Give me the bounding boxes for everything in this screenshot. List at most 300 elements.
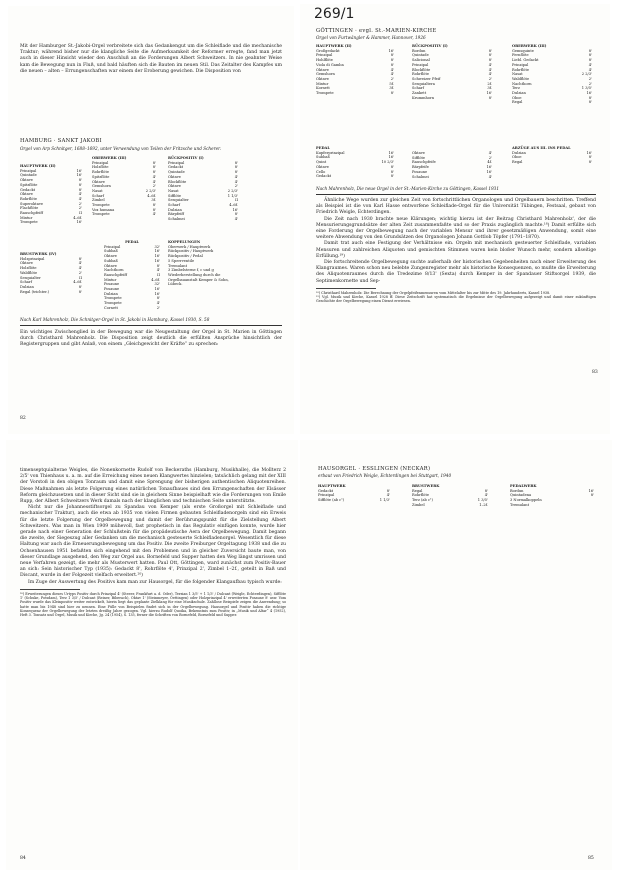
hw-column: [318, 484, 390, 503]
stop-row: [316, 91, 394, 96]
stop-name: Oktave: [316, 67, 329, 72]
stop-name: Zimbel: [92, 198, 105, 203]
stop-footage: 4': [588, 67, 592, 72]
handwritten-number: 269/1: [314, 6, 355, 22]
footnote-rule: [316, 288, 376, 289]
stop-name: Prinzipal: [412, 62, 429, 67]
page-84: [6, 440, 298, 870]
stop-name: Bärpfeife: [412, 165, 429, 170]
stop-name: Trompete: [92, 212, 110, 217]
stop-footage: 1 1/3': [227, 193, 238, 198]
stop-name: Schweizer Pfeif: [412, 76, 441, 81]
stop-name: Quintade: [20, 173, 37, 178]
stop-footage: 16': [154, 291, 160, 296]
stop-name: Cornett: [104, 305, 118, 310]
stop-name: Subbaß: [104, 258, 118, 263]
stop-footage: 2': [588, 76, 592, 81]
stop-name: Rückpositiv / Pedal: [168, 254, 203, 259]
stop-footage: 4': [78, 266, 82, 271]
stop-footage: 8': [390, 58, 394, 63]
stop-footage: 16': [388, 48, 394, 53]
stop-footage: 4–6f.: [151, 277, 160, 282]
stop-name: Gedackt: [20, 187, 36, 192]
stop-name: Oktave: [316, 76, 329, 81]
stop-footage: 8': [78, 289, 82, 294]
stop-footage: 32': [154, 282, 160, 287]
stop-name: Oktave: [168, 184, 181, 189]
footnote-19: ¹⁹) Vgl. Musik und Kirche, Kassel 1928 ff. Diese Zeitschrift hat systematisch die Ergebnisse der Orgelbewegung aufgezeigt und damit einer zukünftigen Geschichte der Orgelbewegung einen Dienst erwiesen.: [316, 295, 596, 304]
stop-name: Mixtur: [316, 81, 329, 86]
stop-footage: 16': [486, 91, 492, 96]
ped-title: PEDALWERK: [510, 484, 537, 488]
stop-footage: 8': [152, 170, 156, 175]
stop-footage: 16': [76, 173, 82, 178]
stop-row: [412, 503, 488, 508]
stop-name: Krummhorn: [412, 95, 435, 100]
footnote-rule: [20, 589, 80, 590]
outro-paragraph: Ein wichtiges Zwischenglied in der Bewegung war die Neugestaltung der Orgel in St. Marien in Göttingen durch Christhard Mahrenholz. Die Disposition zeigt deutlich die erfüllten Ansprüche hinsichtlich der Registergruppen und gibt Anlaß, von einem „Gleichgewicht der Kräfte“ zu sprechen:: [20, 330, 282, 348]
stop-name: Prinzipal: [316, 53, 333, 58]
stop-footage: 4': [152, 179, 156, 184]
stop-footage: II: [235, 198, 238, 203]
stop-name: Scharf: [412, 86, 424, 91]
stop-name: Rauschpfeiff: [104, 272, 127, 277]
paragraph-4: Die fortschreitende Orgelbewegung suchte außerhalb der historischen Gegebenheiten nach einer Erweiterung des Klangraumes. Waren schon neu belebte Zungenregister mehr als historische Konsequenzen, so mußte die Erweiterung des Aliquotenraumes durch die Tredezime 8/13' (Sexta) durch Kemper in der Spandauer Stiftsorgel 1939, die Septimenkornette und Sep-: [316, 260, 596, 284]
stop-name: Trompete: [20, 220, 38, 225]
divider: [316, 194, 596, 195]
stop-row: [412, 175, 492, 180]
ow-column: [92, 156, 156, 217]
stop-footage: 5f.: [389, 81, 394, 86]
stop-footage: 4': [488, 151, 492, 155]
stop-footage: 8': [234, 170, 238, 175]
stop-name: Tremulant: [510, 502, 530, 507]
rp-title: RÜCKPOSITIV (I): [412, 44, 448, 48]
stop-footage: 8': [78, 178, 82, 183]
stop-footage: 2 2/3': [581, 72, 592, 77]
stop-row: [412, 96, 492, 101]
stop-footage: 16': [76, 220, 82, 225]
stop-name: Posaune: [412, 169, 428, 174]
paragraph-3: Damit trat auch eine Festigung der Verhältnisse ein. Orgeln mit mechanisch gesteuerter Schleiflade, variablen Mensuren und zahlreichen Aliquoten und gemischten Stimmen waren kein bloßer Wunsch mehr, sondern allseitige Erfüllung.¹⁹): [316, 241, 596, 259]
stop-footage: 4': [152, 174, 156, 179]
subheading-esslingen: erbaut von Friedrich Weigle, Echterdingen bei Stuttgart, 1940: [318, 473, 452, 478]
stop-name: Prinzipal: [168, 160, 185, 165]
stop-name: Flachflöte: [20, 206, 39, 211]
stop-name: Sifflöte: [412, 155, 426, 160]
stop-footage: 4–6f.: [147, 193, 156, 198]
stop-footage: 2': [234, 184, 238, 189]
ped-column: [316, 146, 394, 179]
stop-footage: 2': [78, 270, 82, 275]
stop-name: Bärpfeiff: [168, 212, 184, 217]
stop-name: Oktave: [316, 164, 329, 169]
stop-name: Quintade: [412, 53, 429, 58]
stop-row: [168, 273, 238, 287]
stop-name: Trompete: [316, 91, 334, 96]
stop-name: Waldflöte: [20, 270, 38, 275]
stop-name: Spitzflöte: [20, 182, 38, 187]
stop-name: Oktave: [412, 151, 425, 155]
stop-row: [510, 503, 594, 508]
page-82: [8, 6, 294, 434]
kop-title: KOPPELUNGEN: [168, 240, 201, 244]
stop-name: Rohrflöte: [92, 170, 110, 175]
stop-name: Mixtur: [20, 215, 33, 220]
stop-name: Tremulant: [168, 263, 188, 268]
stop-name: Fernflöte: [512, 53, 529, 58]
stop-row: [316, 174, 394, 179]
stop-footage: 4': [78, 261, 82, 266]
stop-footage: 4': [488, 174, 492, 179]
ped-title: PEDAL: [316, 146, 330, 150]
stop-name: Rohrflöte: [412, 72, 430, 77]
stop-name: Gemshorn: [92, 184, 111, 189]
stop-footage: 3f.: [487, 86, 492, 91]
stop-name: 3 Normalkoppeln: [510, 498, 542, 503]
stop-name: Liebl. Gedackt: [512, 58, 539, 63]
stop-name: Vox humana: [92, 207, 115, 212]
bw-column: [20, 252, 82, 294]
subheading-hamburg: Orgel von Arp Schnitger, 1688–1692, unter Verwendung von Teilen der Fritzsche und Scherer.: [20, 146, 221, 151]
footnote-18: ¹⁸) Christhard Mahrenholz: Die Berechnung der Orgelpfeifenmensuren vom Mittelalter bis zur Mitte des 19. Jahrhunderts, Kassel 1938.: [316, 290, 551, 295]
stop-footage: 8': [234, 212, 238, 217]
stop-footage: 2': [588, 81, 592, 86]
stop-name: Gedackt: [316, 174, 332, 179]
stop-name: Posaune: [104, 287, 120, 292]
stop-name: Spitzflöte: [92, 174, 110, 179]
stop-name: Nasat: [92, 188, 103, 193]
stop-footage: 4': [234, 217, 238, 222]
hw-column: [316, 44, 394, 96]
stop-name: Großgedackt: [316, 48, 340, 53]
ped-column: [510, 484, 594, 508]
stop-footage: 8': [390, 169, 394, 174]
stop-footage: 8': [588, 53, 592, 58]
stop-footage: 3f.: [389, 86, 394, 91]
stop-name: Dulzian: [168, 207, 182, 212]
stop-name: Viola di Gamba: [316, 62, 344, 67]
stop-footage: 8': [78, 187, 82, 192]
stop-name: Scharf: [92, 193, 104, 198]
stop-name: Gedackt: [318, 488, 334, 493]
stop-row: [512, 100, 592, 105]
stop-footage: 16': [154, 249, 160, 254]
page-number: 84: [20, 856, 26, 861]
stop-name: Prinzipal: [20, 168, 37, 173]
stop-footage: 2': [156, 305, 160, 310]
heading-hamburg: HAMBURG · SANKT JAKOBI: [20, 138, 102, 144]
stop-footage: 8': [488, 95, 492, 100]
footnote-20: ²⁰) Erweiterungen dieses Urtyps Positiv durch Prinzipal 4' (Steeer, Frankfurt a. d. Oder), Terzian 1 3/5' + 1 1/3' / Dulcant (Weigle, Echterdingen), Sifflöte 1' (Schuke, Potsdam), Terz 1 3/5' / Dulcant (Reiner, Biberach), Oktav 1' (Steinmeyer, Oettingen) oder Holzprinzipal 4' erweiterten Posaune 8' usw. Vom Positiv wurde das Kleinpositiv weiter entwickelt, hierin liegt das geplante Zielklang für eine Musikschule. Zahllose Beispiele zeigen die Anwendung; so hatte man bis 1948 sind hier zu nennen. Eine Fülle von Beispielen findet sich in der Orgelbewegung. Hausorgel und Positiv haben die richtige Konsequenz der Orgelbewegung der letzten dreißig Jahre gezogen. Vgl. hierzu Rudolf Quoika, Bekenntnis zum Positiv, in „Musik und Altar“ 4 (1952), Heft 3. Tonsatz und Orgel, Musik und Kirche, Jg. 24 (1954), S. 135, ferner die Schriften von Bornefeld, Bornefeld und Supper.: [20, 591, 286, 618]
hw-column: [20, 164, 82, 225]
stop-name: Regal: [512, 160, 523, 165]
ped-title: PEDAL: [125, 240, 139, 244]
stop-footage: 16': [588, 488, 594, 493]
stop-name: Gemshorn: [316, 72, 335, 77]
stop-name: Nasat: [168, 188, 179, 193]
stop-footage: 16': [76, 168, 82, 173]
stop-name: Nachthorn: [512, 81, 532, 86]
stop-name: Nachthorn: [104, 268, 124, 273]
stop-footage: 8': [234, 165, 238, 170]
stop-footage: 16': [388, 150, 394, 155]
stop-footage: 8': [78, 284, 82, 289]
stop-footage: 2': [152, 184, 156, 189]
stop-footage: 8': [152, 203, 156, 208]
stop-footage: 16': [154, 254, 160, 259]
stop-footage: 4': [488, 62, 492, 67]
stop-name: Oktave: [104, 263, 117, 268]
paragraph-1: Ähnliche Wege wurden zur gleichen Zeit von fortschrittlichen Organologen und Orgelbauern beschritten. Treffend als Beispiel ist die von Karl Hasse entworfene Schleiflade-Orgel für die Universität Tübingen, Festsaal, gebaut von Friedrich Weigle, Echterdingen.: [316, 198, 596, 216]
stop-name: 5 Sperrventile: [168, 258, 195, 263]
stop-footage: 32': [154, 244, 160, 249]
page-85: [300, 440, 612, 870]
stop-name: Wiederherstellung durch die Orgelbauanstalt Kemper & Sohn, Lübeck.: [168, 272, 229, 287]
stop-name: Oboe: [512, 155, 522, 160]
stop-footage: 4': [156, 301, 160, 306]
divider: [20, 325, 282, 326]
stop-name: Oktave: [20, 192, 33, 197]
rp-column: [168, 156, 238, 222]
stop-name: Rohrflöte: [20, 196, 38, 201]
paragraph-2: Die Zeit nach 1930 brachte neue Klärungen; wichtig hierzu ist der Beitrag Christhard Mahrenholz', der die Mensurierungsgrundsätze der alten Zeit zusammenfaßte und so der Praxis zugänglich machte.¹⁸) Damit erfüllte sich eine Forderung der Orgelbewegung nach der variablen Mensur und ihrer gesetzmäßigen Anwendung, somit eine weitere Abwendung von den Grundsätzen des Organologen Johann Gottlob Töpfer (1791–1870).: [316, 216, 596, 241]
stop-name: Dulzian: [104, 291, 118, 296]
stop-footage: 2': [390, 76, 394, 81]
stop-footage: 1–2f.: [479, 502, 488, 507]
stop-name: Oktave: [104, 254, 117, 259]
stop-name: Prinzipal: [512, 62, 529, 67]
stop-row: [20, 290, 82, 295]
stop-footage: 4': [390, 72, 394, 77]
intro-paragraph: Mit der Hamburger St.-Jakobi-Orgel verbreitete sich das Gedankengut um die Schleiflade und die mechanische Traktur; während bisher nur die klangliche Seite die Aufmerksamkeit der Reformer erregte, fand man jetzt auch in dieser Hinsicht wieder den Anschluß an die Forderungen Albert Schweitzers. In nie geahnter Weise kam die Bewegung nun in Fluß, und bald häuften sich die Bauten im neuen Stil. Das Zeitalter des Kampfes um die neuen – alten – Errungenschaften war einem der Eroberung gewichen. Die Disposition von: [20, 44, 282, 74]
stop-footage: 2': [78, 201, 82, 206]
stop-name: Bordun: [510, 488, 524, 493]
stop-footage: 2f.: [487, 81, 492, 86]
stop-footage: 1 3/5': [581, 86, 592, 91]
stop-footage: 16': [154, 258, 160, 263]
paragraph-3: Im Zuge der Auswertung des Positivs kam man zur Hausorgel, für die folgender Klangaufbau typisch wurde:: [28, 579, 282, 585]
stop-name: Subbaß: [104, 249, 118, 254]
stop-name: Nasat: [512, 72, 523, 77]
stop-name: Sesquialter: [20, 275, 41, 280]
stop-footage: 8': [488, 48, 492, 53]
stop-footage: 4': [152, 212, 156, 217]
stop-footage: 4': [78, 192, 82, 197]
stop-name: Rohrflöte: [512, 67, 530, 72]
stop-name: Kornett: [316, 86, 330, 91]
stop-name: Oktave: [92, 179, 105, 184]
stop-footage: 4': [156, 268, 160, 273]
hw-title: HAUPTWERK: [318, 484, 346, 488]
page-83: [300, 4, 610, 434]
stop-name: Dulzian: [512, 150, 526, 155]
stop-name: Blockflöte: [168, 179, 187, 184]
stop-name: Scharf: [20, 280, 32, 285]
ped-column: [104, 240, 160, 311]
page-number: 83: [592, 370, 598, 375]
stop-footage: 8': [152, 165, 156, 170]
stop-name: Hohlflöte: [316, 58, 333, 63]
stop-footage: 4': [78, 196, 82, 201]
paragraph-1: timenseptquialterae Weigles, die Nonenkornette Rudolf von Beckeraths (Hamburg, Musikhalle), die Mollterz 2 2/5' von Thienhaus u. a. m. auf die Erreichung eines neuen Klangwertes hinzielen; tatsächlich gelang mit der XIII der Vorstoß in den obigen Tonraum und damit eine Sprengung der bisherigen authentischen Aliquotenreihen. Diese Maßnahmen als letzte Folgerung eines natürlichen Tonaufbaues sind den Errungenschaften der Elsässer Reform gleichzusetzen und in dieser Sicht sind sie in gleichem Sinne beispielhaft wie die Forderungen von Emile Rupp, der Albert Schweitzers Werk damals nach der klanglichen und technischen Seite unterstützte.: [20, 468, 286, 505]
hw-title: HAUPTWERK (II): [316, 44, 352, 48]
abz-column: [512, 146, 592, 165]
stop-footage: 8': [390, 62, 394, 67]
stop-footage: 16': [486, 169, 492, 174]
stop-name: Dulzian: [512, 91, 526, 96]
stop-footage: 4f.: [487, 160, 492, 165]
stop-name: Rauschpfeife: [412, 160, 436, 165]
stop-row: [318, 498, 390, 503]
stop-footage: 8': [588, 160, 592, 165]
stop-name: 3 Zimbelsterne f, c und g: [168, 268, 214, 273]
stop-name: Schalmei: [412, 174, 429, 179]
stop-name: Terz (ab c¹): [412, 498, 433, 503]
stop-footage: 8': [156, 263, 160, 268]
stop-name: Subbaß: [316, 155, 330, 160]
caption-hamburg: Nach Karl Mahrenholz, Die Schnitger-Orgel in St. Jakobi in Hamburg, Kassel 1930, S. 58: [20, 317, 210, 322]
stop-name: Blockflöte: [412, 67, 431, 72]
bw-column: [412, 484, 488, 508]
stop-name: Quintadena: [510, 493, 532, 498]
stop-footage: 4': [386, 493, 390, 498]
page-number: 85: [588, 856, 594, 861]
stop-footage: 8': [386, 488, 390, 493]
hw-title: HAUPTWERK (II): [20, 164, 56, 168]
stop-name: Holzflöte: [20, 266, 37, 271]
stop-footage: 4': [390, 67, 394, 72]
stop-footage: 8': [488, 58, 492, 63]
kop-column: [168, 240, 238, 287]
stop-footage: 8': [78, 256, 82, 261]
stop-name: Gedackt: [168, 165, 184, 170]
stop-footage: 8': [588, 155, 592, 160]
stop-name: Salicional: [412, 58, 430, 63]
stop-name: Rückpositiv / Hauptwerk: [168, 249, 214, 254]
rp-column: [412, 44, 492, 100]
stop-footage: 2 2/3': [227, 188, 238, 193]
stop-name: Regal: [412, 488, 423, 493]
stop-footage: 2 2/3': [145, 188, 156, 193]
stop-name: Kupferprinzipal: [316, 150, 345, 155]
stop-footage: 8': [590, 493, 594, 498]
stop-name: Sesquialter: [168, 198, 189, 203]
stop-footage: 4': [234, 174, 238, 179]
stop-name: Trompete: [104, 301, 122, 306]
stop-row: [104, 306, 160, 311]
stop-footage: 4': [488, 67, 492, 72]
ow-title: OBERWERK (III): [92, 156, 127, 160]
stop-footage: 4': [588, 62, 592, 67]
stop-name: Sifflöte: [168, 193, 182, 198]
stop-footage: 8': [78, 182, 82, 187]
stop-name: Oktave: [168, 174, 181, 179]
stop-footage: 4': [484, 493, 488, 498]
stop-name: Superoktave: [20, 201, 44, 206]
stop-name: Zankett: [412, 91, 427, 96]
caption-goettingen: Nach Mahrenholz, Die neue Orgel in der St.-Marien-Kirche zu Göttingen, Kassel 1931: [316, 186, 500, 191]
stop-footage: 8': [484, 488, 488, 493]
stop-footage: 1 3/5': [477, 498, 488, 503]
stop-name: Prinzipal: [92, 160, 109, 165]
stop-name: Trompete: [104, 296, 122, 301]
rp-title: RÜCKPOSITIV (I): [168, 156, 204, 160]
stop-name: Oktave: [20, 178, 33, 183]
stop-name: Oktave: [20, 261, 33, 266]
page-number: 82: [20, 416, 26, 421]
stop-footage: 8': [234, 160, 238, 165]
stop-footage: 8': [390, 91, 394, 96]
ow-title: OBERWERK (III): [512, 44, 547, 48]
stop-name: Sifflöte (ab c¹): [318, 498, 345, 503]
stop-row: [512, 160, 592, 165]
stop-name: Oberwerk / Hauptwerk: [168, 244, 211, 249]
stop-name: Rauschpfeiff: [20, 211, 43, 216]
stop-name: Quint: [316, 160, 327, 165]
stop-footage: 4–6f.: [73, 280, 82, 285]
heading-goettingen: GÖTTINGEN · evgl. St.-MARIEN-KIRCHE: [316, 28, 437, 34]
stop-footage: 16': [586, 91, 592, 96]
stop-name: Prinzipal: [104, 244, 121, 249]
stop-footage: II: [79, 211, 82, 216]
stop-footage: 16': [232, 207, 238, 212]
stop-name: Holzprinzipal: [20, 256, 45, 261]
abz-title: ABZÜGE AUS III. INS PEDAL: [512, 146, 571, 150]
stop-name: Sesquialtera: [412, 81, 435, 86]
stop-name: Waldflöte: [512, 76, 530, 81]
stop-footage: 8': [152, 207, 156, 212]
stop-footage: 16': [486, 165, 492, 170]
ped2-column: [412, 151, 492, 179]
stop-name: Bordun: [412, 48, 426, 53]
stop-name: Quintade: [168, 170, 185, 175]
stop-footage: 8': [488, 53, 492, 58]
paragraph-2: Nicht nur die Johannesstiftsorgel zu Spandau von Kemper (als erste Großorgel mit Schleiflade und mechanischer Traktur), auch die etwa ab 1935 von vielen Firmen gebauten Schleifladenorgeln sind ein Erweis für die letzte Folgerung der Orgelbewegung und damit der Berührungspunkt für die Zielstellung Albert Schweitzers. Was man in Wien 1909 mühevoll, fast prophetisch in das Regulativ einfügen konnte, wurde hier gerade nach einer Generation der Schlußstein für die propädeutische Aera der Orgelbewegung. Damit begann die zweite, der Siegeszug aller Gedanken um die mechanisch gesteuerte Schleifladenorgel. Wesentlich für diese Haltung war auch die Erneuerungsbewegung um das Positiv. Die zweite Freiburger Orgeltagung 1938 und die zu Ochsenhausen 1951 befaßten sich eingehend mit den Problemen und in gleicher Zuversicht baute man, von dieser Grundlage ausgehend, den Weg zur Orgel aus. Bornefeld und Supper hatten den Weg längst umrissen und neue Verfahren gezeigt, die mehr als Musterwert hatten. Paul Ott, Göttingen, ward zunächst zum Positiv-Bauer an sich: Sein historischer Typ (1935): Gedackt 8', Rohrflöte 4', Prinzipal 2', Zimbel 1–2f., geteilt in Baß und Discant, wurde in der Folgezeit vielfach erweitert.²⁰): [20, 505, 286, 579]
stop-row: [20, 220, 82, 225]
stop-row: [92, 212, 156, 217]
stop-footage: 2': [488, 155, 492, 160]
bw-title: BRUSTWERK: [412, 484, 440, 488]
stop-name: Schalmei: [168, 217, 185, 222]
stop-footage: 1 1/3': [379, 498, 390, 503]
ow-column: [512, 44, 592, 105]
stop-footage: 3f.: [151, 198, 156, 203]
text-block: [20, 468, 286, 618]
stop-name: Scharf: [168, 203, 180, 208]
stop-footage: 16': [388, 155, 394, 160]
stop-footage: 8': [588, 95, 592, 100]
stop-name: Terz: [512, 86, 520, 91]
text-block: [316, 198, 596, 304]
stop-footage: 8': [390, 174, 394, 179]
stop-name: Oboe: [512, 95, 522, 100]
bw-title: BRUSTWERK (IV): [20, 252, 57, 256]
stop-footage: 10 2/3': [381, 160, 394, 165]
subheading-goettingen: Orgel von Furtwängler & Hammer, Hannover, 1926: [316, 35, 426, 40]
stop-footage: 8': [390, 53, 394, 58]
stop-name: Gemsquinte: [512, 48, 534, 53]
stop-name: Prinzipal: [318, 493, 335, 498]
stop-footage: 8': [152, 160, 156, 165]
stop-footage: 4–6f.: [229, 203, 238, 208]
stop-name: Cello: [316, 169, 326, 174]
stop-footage: 8': [588, 58, 592, 63]
stop-footage: 16': [586, 150, 592, 155]
stop-name: Regal: [512, 100, 523, 105]
stop-footage: 4': [234, 179, 238, 184]
stop-footage: II: [79, 275, 82, 280]
